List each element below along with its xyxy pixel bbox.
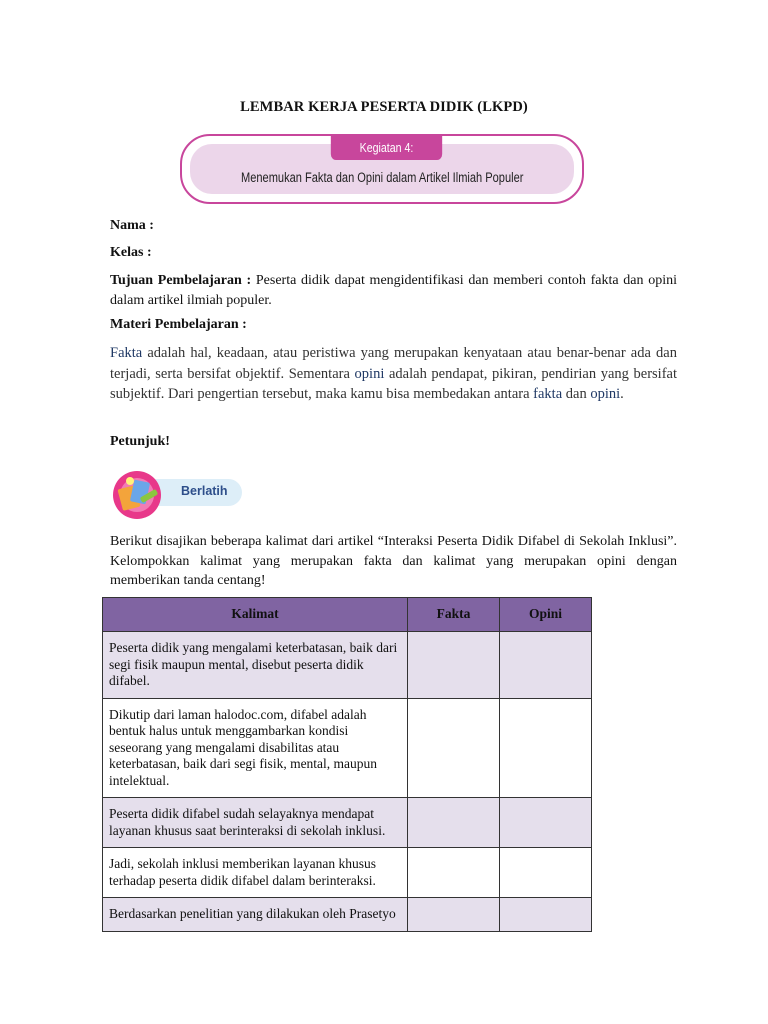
fakta-checkbox-cell[interactable] [408,798,500,848]
keyword-opini: opini [354,365,385,382]
fakta-checkbox-cell[interactable] [408,632,500,699]
materi-text-4: . [620,386,624,402]
opini-checkbox-cell[interactable] [500,898,592,932]
table-header-row [103,598,592,632]
table-row [103,798,592,848]
fact-opinion-table [102,597,592,932]
materi-text-1: adalah hal, keadaan, atau peristiwa yang merupakan kenyataan atau benar-benar ada dan terjadi, serta bersifat objektif. Sementara [110,345,677,382]
keyword-opini-2: opini [590,386,621,402]
banner-tab: Kegiatan 4: [331,136,442,160]
table-row [103,848,592,898]
keyword-fakta: Fakta [110,345,143,361]
petunjuk-label: Petunjuk! [110,434,170,449]
kalimat-cell: Berdasarkan penelitian yang dilakukan oleh Prasetyo [103,898,408,932]
table-row [103,632,592,699]
tujuan-paragraph [110,271,677,310]
materi-text-2: adalah pendapat, pikiran, pendirian yang bersifat subjektif. Dari pengertian tersebut, maka kamu bisa membedakan antara [110,365,677,402]
materi-paragraph [110,343,677,405]
opini-checkbox-cell[interactable] [500,632,592,699]
berlatih-label: Berlatih [181,484,228,498]
fakta-checkbox-cell[interactable] [408,898,500,932]
opini-checkbox-cell[interactable] [500,698,592,798]
kelas-field: Kelas : [110,245,152,260]
fakta-checkbox-cell[interactable] [408,698,500,798]
kalimat-cell: Jadi, sekolah inklusi memberikan layanan khusus terhadap peserta didik difabel dalam berinteraksi. [103,848,408,898]
page-title: LEMBAR KERJA PESERTA DIDIK (LKPD) [240,99,528,115]
keyword-fakta-2: fakta [533,386,563,402]
kalimat-cell: Peserta didik yang mengalami keterbatasan, baik dari segi fisik maupun mental, disebut peserta didik difabel. [103,632,408,699]
tujuan-label: Tujuan Pembelajaran : [110,273,252,288]
fakta-checkbox-cell[interactable] [408,848,500,898]
table-row [103,898,592,932]
table-row [103,698,592,798]
nama-field: Nama : [110,218,154,233]
banner-text-label: Menemukan Fakta dan Opini dalam Artikel Ilmiah Populer [240,170,524,185]
kalimat-cell: Peserta didik difabel sudah selayaknya mendapat layanan khusus saat berinteraksi di sekolah inklusi. [103,798,408,848]
materi-text-3: dan [562,386,591,402]
kalimat-cell: Dikutip dari laman halodoc.com, difabel adalah bentuk halus untuk menggambarkan kondisi seseorang yang mengalami disabilitas atau keterbatasan, baik dari segi fisik, mental, maupun intelektual. [103,698,408,798]
opini-checkbox-cell[interactable] [500,848,592,898]
header-kalimat: Kalimat [103,598,408,632]
tujuan-text: Peserta didik dapat mengidentifikasi dan memberi contoh fakta dan opini dalam artikel ilmiah populer. [110,273,677,308]
berlatih-icon [110,467,164,521]
activity-banner [180,134,584,204]
header-fakta: Fakta [408,598,500,632]
header-opini: Opini [500,598,592,632]
materi-label: Materi Pembelajaran : [110,317,247,332]
opini-checkbox-cell[interactable] [500,798,592,848]
banner-text [182,170,582,185]
instruction-paragraph: Berikut disajikan beberapa kalimat dari artikel “Interaksi Peserta Didik Difabel di Sekolah Inklusi”. Kelompokkan kalimat yang merupakan fakta dan kalimat yang merupakan opini dengan memberikan tanda centang! [110,534,677,588]
